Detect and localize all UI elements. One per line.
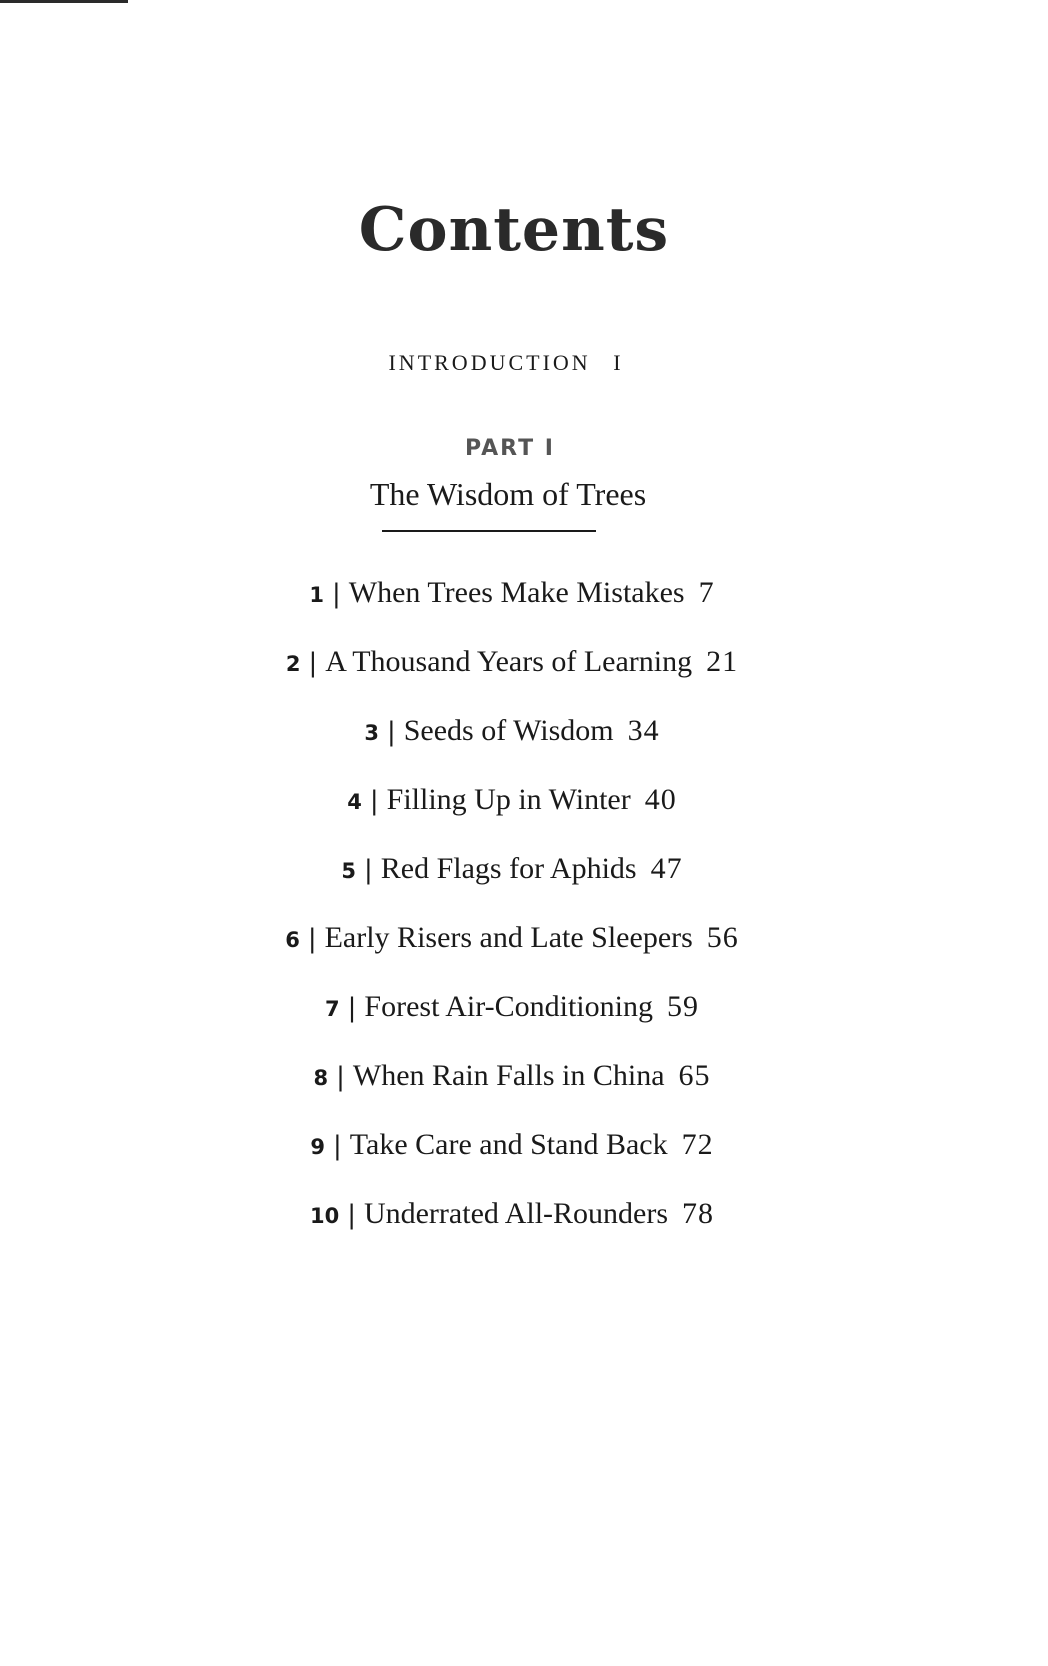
chapter-number: 8 [313, 1066, 329, 1090]
chapter-title: Underrated All-Rounders [363, 1197, 669, 1230]
part-title: The Wisdom of Trees [369, 476, 647, 512]
toc-entry[interactable] [0, 921, 1048, 990]
toc-entry[interactable] [0, 576, 1048, 645]
part-label: PART I [465, 436, 555, 461]
chapter-number: 6 [285, 928, 300, 952]
toc-introduction[interactable] [0, 352, 1030, 374]
chapter-number: 7 [325, 997, 340, 1021]
chapter-number: 5 [341, 859, 356, 883]
chapter-title: When Trees Make Mistakes [348, 576, 685, 609]
chapter-page: 56 [706, 921, 739, 954]
separator: | [307, 924, 317, 954]
toc-entry[interactable] [0, 1197, 1048, 1266]
separator: | [332, 579, 341, 609]
scan-edge-mark [0, 0, 128, 3]
chapter-title: Filling Up in Winter [386, 783, 631, 816]
introduction-page: I [613, 350, 624, 375]
introduction-label: INTRODUCTION [388, 350, 591, 375]
toc-entry[interactable] [0, 1059, 1048, 1128]
separator: | [347, 1200, 356, 1230]
chapter-title: When Rain Falls in China [352, 1059, 665, 1092]
separator: | [364, 855, 373, 885]
chapter-page: 7 [698, 576, 715, 609]
table-of-contents [0, 576, 1048, 1266]
separator: | [386, 717, 396, 747]
chapter-title: A Thousand Years of Learning [325, 645, 693, 678]
chapter-number: 1 [309, 583, 325, 607]
toc-entry[interactable] [0, 852, 1048, 921]
part-divider [382, 530, 596, 532]
chapter-page: 72 [681, 1128, 714, 1161]
chapter-number: 9 [310, 1135, 326, 1159]
chapter-page: 21 [706, 645, 739, 678]
toc-entry[interactable] [0, 645, 1048, 714]
page-title: Contents [358, 195, 670, 266]
chapter-title: Take Care and Stand Back [349, 1128, 668, 1161]
chapter-number: 4 [347, 790, 362, 814]
separator: | [308, 648, 318, 678]
separator: | [333, 1131, 342, 1161]
toc-entry[interactable] [0, 990, 1048, 1059]
chapter-number: 3 [364, 721, 379, 745]
chapter-title: Forest Air-Conditioning [364, 990, 653, 1023]
chapter-number: 2 [285, 652, 301, 676]
toc-entry[interactable] [0, 1128, 1048, 1197]
chapter-title: Seeds of Wisdom [403, 714, 614, 747]
chapter-page: 78 [682, 1197, 715, 1230]
separator: | [336, 1062, 345, 1092]
chapter-title: Early Risers and Late Sleepers [324, 921, 693, 954]
chapter-page: 47 [650, 852, 683, 885]
toc-entry[interactable] [0, 714, 1048, 783]
toc-entry[interactable] [0, 783, 1048, 852]
chapter-number: 10 [309, 1204, 340, 1228]
chapter-page: 59 [666, 990, 699, 1023]
chapter-page: 34 [627, 714, 660, 747]
chapter-page: 65 [678, 1059, 711, 1092]
chapter-page: 40 [644, 783, 677, 816]
chapter-title: Red Flags for Aphids [380, 852, 637, 885]
separator: | [347, 993, 357, 1023]
separator: | [369, 786, 379, 816]
